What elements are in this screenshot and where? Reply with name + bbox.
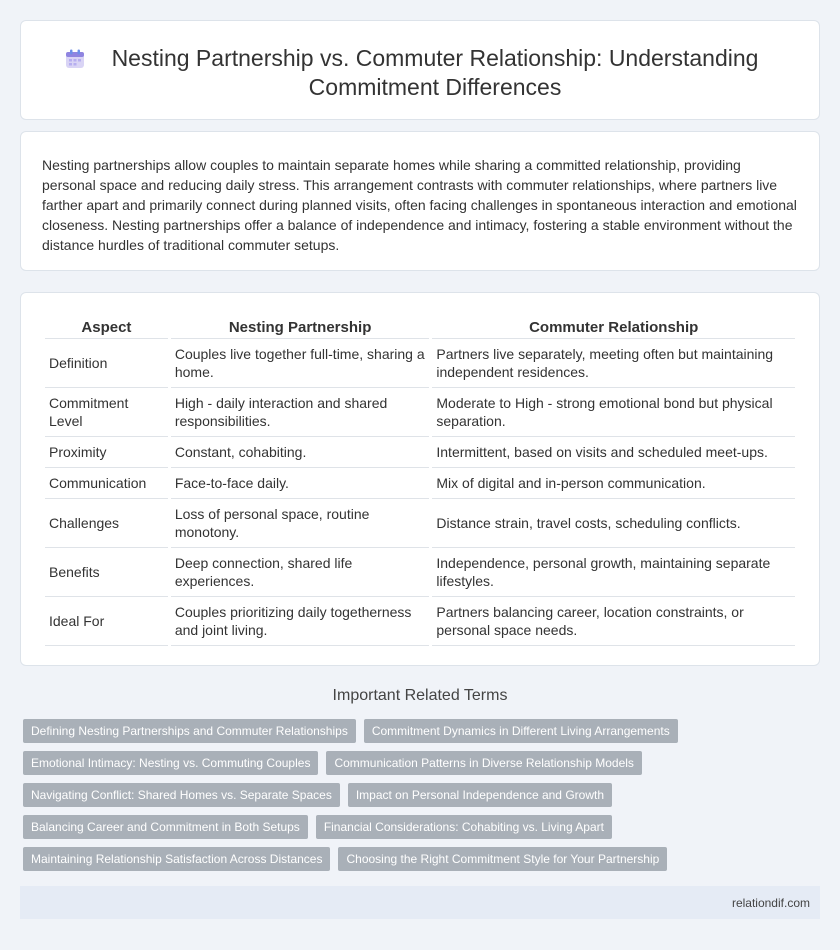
row-nesting: Loss of personal space, routine monotony. <box>171 499 430 548</box>
table-row <box>45 499 795 548</box>
row-aspect: Proximity <box>45 437 168 468</box>
row-aspect: Challenges <box>45 499 168 548</box>
header-aspect: Aspect <box>45 317 168 339</box>
table-row <box>45 468 795 499</box>
related-term-tag[interactable]: Balancing Career and Commitment in Both Setups <box>23 815 308 839</box>
comparison-table-card <box>20 292 820 666</box>
row-commuter: Mix of digital and in-person communication. <box>432 468 795 499</box>
related-term-tag[interactable]: Choosing the Right Commitment Style for Your Partnership <box>338 847 667 871</box>
table-row <box>45 597 795 646</box>
row-commuter: Intermittent, based on visits and scheduled meet-ups. <box>432 437 795 468</box>
row-commuter: Moderate to High - strong emotional bond but physical separation. <box>432 388 795 437</box>
page-title: Nesting Partnership vs. Commuter Relationship: Understanding Commitment Differences <box>111 45 759 100</box>
header-commuter: Commuter Relationship <box>432 317 795 339</box>
table-row <box>45 339 795 388</box>
intro-card <box>20 131 820 271</box>
related-term-tag[interactable]: Communication Patterns in Diverse Relationship Models <box>326 751 641 775</box>
footer-bar <box>20 886 820 919</box>
row-commuter: Independence, personal growth, maintaining separate lifestyles. <box>432 548 795 597</box>
related-terms-list <box>23 719 813 879</box>
table-row <box>45 548 795 597</box>
table-header-row <box>45 317 795 339</box>
row-commuter: Partners balancing career, location constraints, or personal space needs. <box>432 597 795 646</box>
row-aspect: Communication <box>45 468 168 499</box>
related-term-tag[interactable]: Defining Nesting Partnerships and Commuter Relationships <box>23 719 356 743</box>
row-nesting: Couples live together full-time, sharing a home. <box>171 339 430 388</box>
related-terms-heading: Important Related Terms <box>332 687 508 704</box>
table-row <box>45 437 795 468</box>
header-nesting: Nesting Partnership <box>171 317 430 339</box>
intro-paragraph: Nesting partnerships allow couples to maintain separate homes while sharing a committed relationship, providing personal space and reducing daily stress. This arrangement contrasts with commuter relationships, where partners live farther apart and primarily connect during planned visits, often facing challenges in spontaneous interaction and emotional closeness. Nesting partnerships offer a balance of independence and intimacy, fostering a stable environment without the distance hurdles of traditional commuter setups. <box>42 157 797 253</box>
row-commuter: Partners live separately, meeting often but maintaining independent residences. <box>432 339 795 388</box>
related-term-tag[interactable]: Commitment Dynamics in Different Living Arrangements <box>364 719 678 743</box>
related-term-tag[interactable]: Impact on Personal Independence and Growth <box>348 783 612 807</box>
related-term-tag[interactable]: Emotional Intimacy: Nesting vs. Commuting Couples <box>23 751 318 775</box>
row-nesting: Couples prioritizing daily togetherness and joint living. <box>171 597 430 646</box>
footer-site-link[interactable]: relationdif.com <box>731 896 810 910</box>
row-nesting: Deep connection, shared life experiences. <box>171 548 430 597</box>
row-nesting: Constant, cohabiting. <box>171 437 430 468</box>
related-term-tag[interactable]: Financial Considerations: Cohabiting vs. Living Apart <box>316 815 612 839</box>
related-term-tag[interactable]: Navigating Conflict: Shared Homes vs. Separate Spaces <box>23 783 340 807</box>
row-nesting: Face-to-face daily. <box>171 468 430 499</box>
row-commuter: Distance strain, travel costs, scheduling conflicts. <box>432 499 795 548</box>
row-aspect: Definition <box>45 339 168 388</box>
table-row <box>45 388 795 437</box>
row-aspect: Commitment Level <box>45 388 168 437</box>
row-aspect: Benefits <box>45 548 168 597</box>
title-card <box>20 20 820 120</box>
row-nesting: High - daily interaction and shared responsibilities. <box>171 388 430 437</box>
related-term-tag[interactable]: Maintaining Relationship Satisfaction Across Distances <box>23 847 330 871</box>
row-aspect: Ideal For <box>45 597 168 646</box>
comparison-table <box>42 317 798 646</box>
